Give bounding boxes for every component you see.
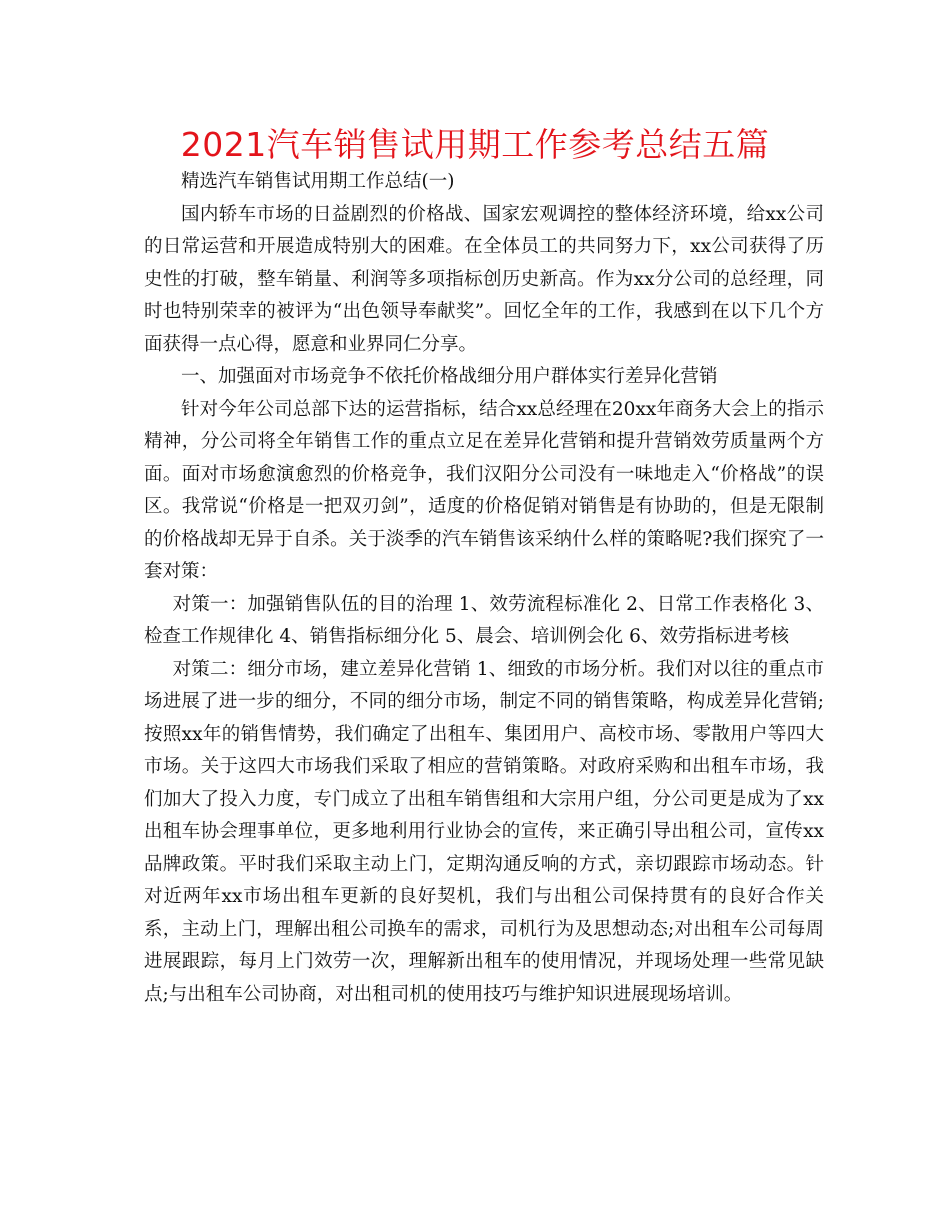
paragraph-countermeasure-2: 对策二：细分市场，建立差异化营销 1、细致的市场分析。我们对以往的重点市场进展了进一步的细分，不同的细分市场，制定不同的销售策略，构成差异化营销;按照xx年的销售情势，我们确定了出租车、集团用户、高校市场、零散用户等四大市场。关于这四大市场我们采取了相应的营销策略。对政府采购和出租车市场，我们加大了投入力度，专门成立了出租车销售组和大宗用户组，分公司更是成为了xx出租车协会理事单位，更多地利用行业协会的宣传，来正确引导出租公司，宣传xx品牌政策。平时我们采取主动上门，定期沟通反响的方式，亲切跟踪市场动态。针对近两年xx市场出租车更新的良好契机，我们与出租公司保持贯有的良好合作关系，主动上门，理解出租公司换车的需求，司机行为及思想动态;对出租车公司每周进展跟踪，每月上门效劳一次，理解新出租车的使用情况，并现场处理一些常见缺点;与出租车公司协商，对出租司机的使用技巧与维护知识进展现场培训。 bbox=[144, 658, 824, 1005]
paragraph-strategy: 针对今年公司总部下达的运营指标，结合xx总经理在20xx年商务大会上的指示精神，分公司将全年销售工作的重点立足在差异化营销和提升营销效劳质量两个方面。面对市场愈演愈烈的价格竞争，我们汉阳分公司没有一味地走入“价格战”的误区。我常说“价格是一把双刃剑”，适度的价格促销对销售是有协助的，但是无限制的价格战却无异于自杀。关于淡季的汽车销售该采纳什么样的策略呢?我们探究了一套对策： bbox=[144, 398, 824, 582]
document-body bbox=[144, 166, 824, 1011]
paragraph-countermeasure-1: 对策一：加强销售队伍的目的治理 1、效劳流程标准化 2、日常工作表格化 3、检查工作规律化 4、销售指标细分化 5、晨会、培训例会化 6、效劳指标进考核 bbox=[144, 593, 824, 647]
paragraph-subtitle: 精选汽车销售试用期工作总结(一) bbox=[181, 171, 455, 192]
paragraph-intro: 国内轿车市场的日益剧烈的价格战、国家宏观调控的整体经济环境，给xx公司的日常运营和开展造成特别大的困难。在全体员工的共同努力下，xx公司获得了历史性的打破，整车销量、利润等多项指标创历史新高。作为xx分公司的总经理，同时也特别荣幸的被评为“出色领导奉献奖”。回忆全年的工作，我感到在以下几个方面获得一点心得，愿意和业界同仁分享。 bbox=[144, 203, 824, 355]
section-heading-1: 一、加强面对市场竞争不依托价格战细分用户群体实行差异化营销 bbox=[181, 366, 718, 387]
document-title: 2021汽车销售试用期工作参考总结五篇 bbox=[180, 125, 770, 164]
